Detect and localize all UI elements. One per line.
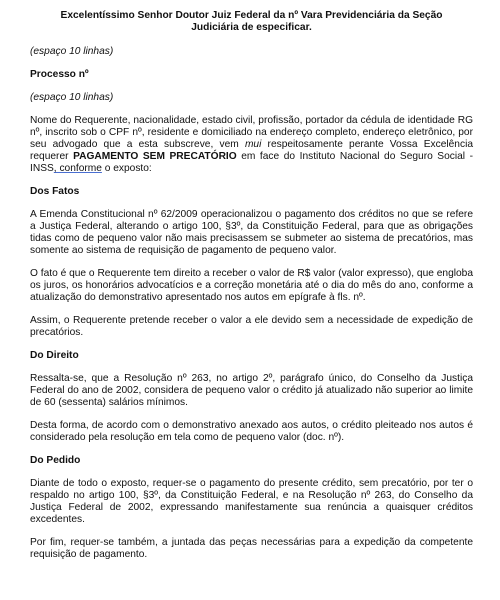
intro-text: em face do Instituto Nacional do Seguro Social - INSS [30,151,473,174]
fatos-paragraph: A Emenda Constitucional nº 62/2009 operacionalizou o pagamento dos créditos no que se refere a Justiça Federal, alterando o artigo 100, §3º, da Constituição Federal, para que as obrigações tidas como de pequeno valor não mais precisassem se submeter ao sistema de precatórios, mas somente ao sistema de requisição de pagamento de pequeno valor. [30,209,473,256]
intro-italic-word: mui [244,139,262,150]
process-number: Processo nº [30,69,89,80]
direito-paragraph: Ressalta-se, que a Resolução nº 263, no artigo 2º, parágrafo único, do Conselho da Justiça Federal do ano de 2002, considera de pequeno valor o crédito já atualizado não superior ao limite de 60 (sessenta) salários mínimos. [30,373,473,408]
spacing-note: (espaço 10 linhas) [30,92,114,103]
section-heading-pedido: Do Pedido [30,455,81,466]
intro-text: o exposto: [101,163,152,174]
document-title: Excelentíssimo Senhor Doutor Juiz Federal da nº Vara Previdenciária da Seção Judiciária de especificar. [60,10,443,33]
spacing-note: (espaço 10 linhas) [30,46,114,57]
fatos-paragraph: Assim, o Requerente pretende receber o valor a ele devido sem a necessidade de expedição de precatórios. [30,315,473,338]
fatos-paragraph: O fato é que o Requerente tem direito a receber o valor de R$ valor (valor expresso), que engloba os juros, os honorários advocatícios e a correção monetária até o dia do mês do ano, conforme a atualização do demonstrativo apresentado nos autos em epígrafe à fls. nº. [30,268,473,303]
request-emphasis: PAGAMENTO SEM PRECATÓRIO [73,151,237,162]
pedido-paragraph: Diante de todo o exposto, requer-se o pagamento do presente crédito, sem precatório, por ter o respaldo no artigo 100, §3º, da Constituição Federal, e na Resolução nº 263, do Conselho da Justiça Federal de 2002, expressando manifestamente sua renúncia a quaisquer créditos excedentes. [30,478,473,525]
section-heading-fatos: Dos Fatos [30,186,80,197]
intro-paragraph [30,115,473,175]
pedido-paragraph: Por fim, requer-se também, a juntada das peças necessárias para a expedição da competente requisição de pagamento. [30,537,473,560]
intro-text: Nome do Requerente, nacionalidade, estado civil, profissão, portador da cédula de identidade RG nº, inscrito sob o CPF nº, residente e domiciliado na endereço completo, endereço eletrônico, por seu advogado que a esta subscreve, vem [30,115,473,150]
direito-paragraph: Desta forma, de acordo com o demonstrativo anexado aos autos, o crédito pleiteado nos autos é considerado pela resolução em tela como de pequeno valor (doc. nº). [30,420,473,443]
spellcheck-underlined-text: , conforme [53,163,102,174]
intro-text: respeitosamente perante Vossa Excelência requerer [30,139,473,162]
section-heading-direito: Do Direito [30,350,79,361]
